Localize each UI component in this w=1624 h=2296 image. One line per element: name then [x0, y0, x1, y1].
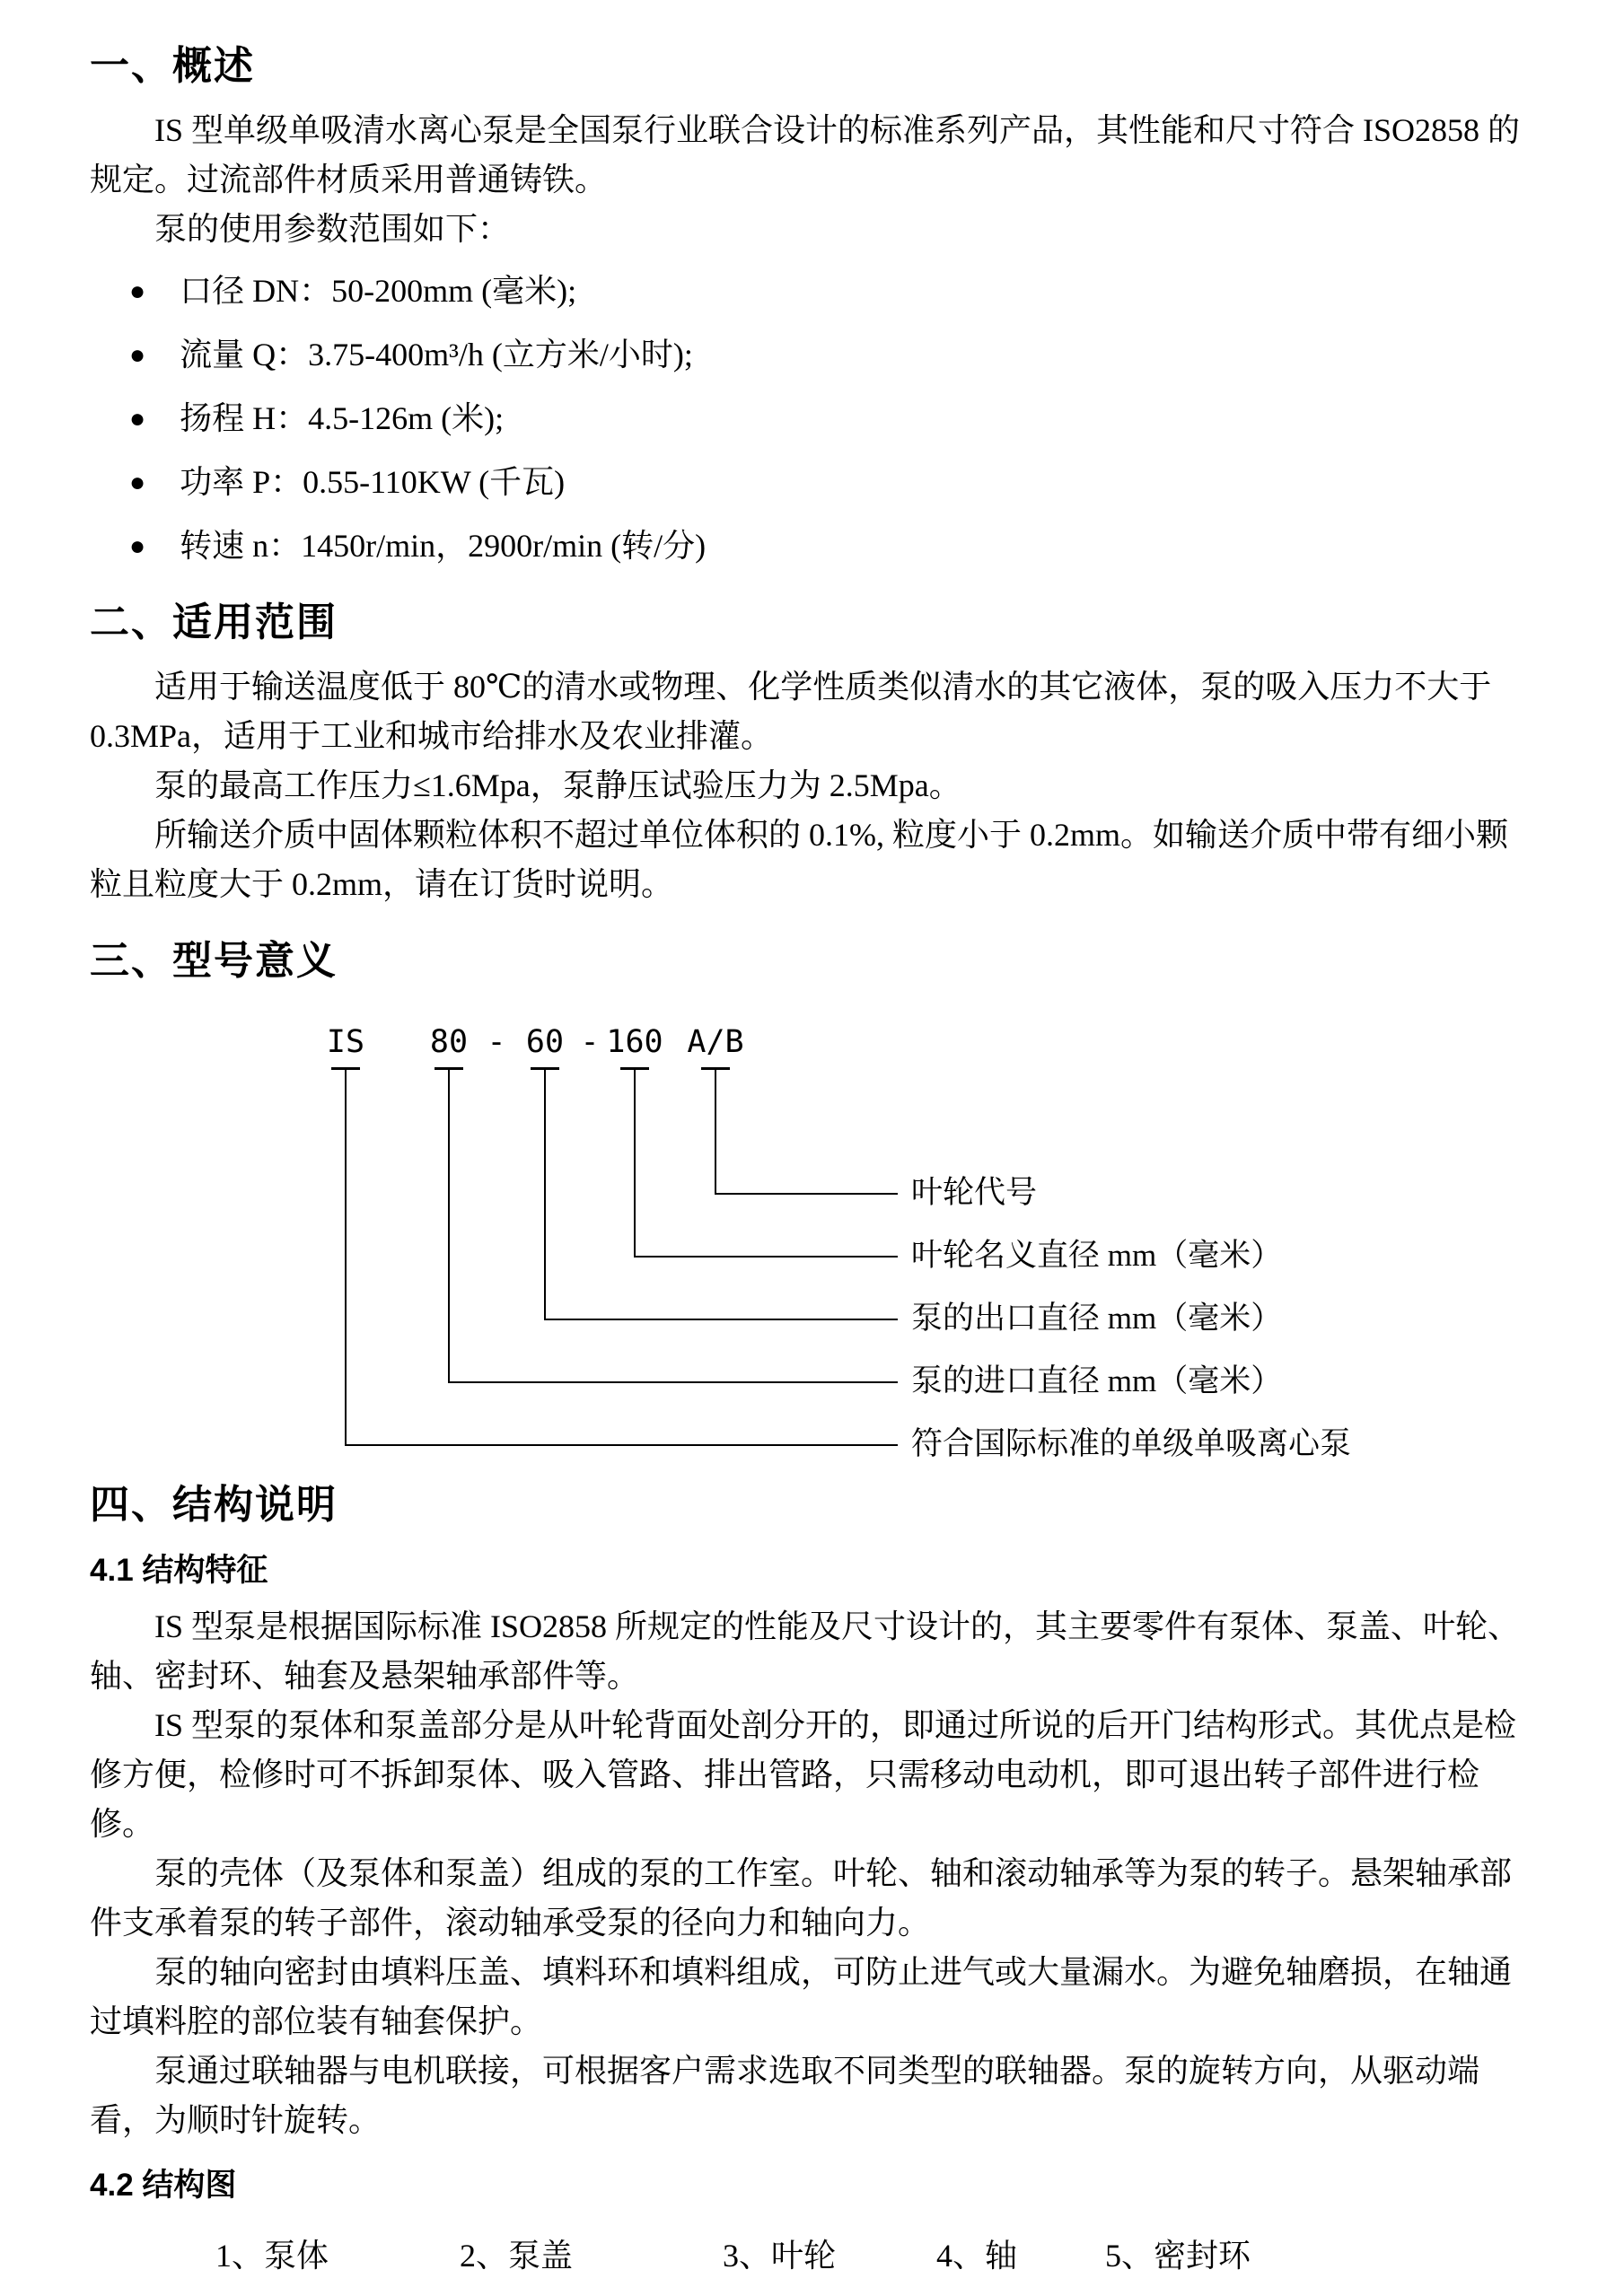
bullet-icon: ●	[129, 404, 146, 434]
section-1-heading: 一、概述	[90, 44, 255, 88]
leader-line-vertical	[544, 1069, 546, 1320]
subsection-4-2-heading: 4.2 结构图	[90, 2168, 237, 2203]
leader-line-horizontal	[448, 1381, 898, 1383]
overview-paragraph-2: 泵的使用参数范围如下：	[154, 211, 511, 247]
overview-paragraph-1: IS 型单级单吸清水离心泵是全国泵行业联合设计的标准系列产品，其性能和尺寸符合 ISO2858 的规定。过流部件材质采用普通铸铁。	[90, 112, 1521, 197]
leader-line-horizontal	[544, 1319, 898, 1320]
param-head: 扬程 H：4.5-126m (米);	[180, 400, 505, 436]
model-code-impeller-diameter: 160	[606, 1024, 663, 1060]
leader-line-horizontal	[634, 1256, 898, 1258]
label-impeller-code: 叶轮代号	[911, 1175, 1038, 1210]
label-international-standard-pump: 符合国际标准的单级单吸离心泵	[911, 1426, 1352, 1461]
model-code-impeller-variant: A/B	[687, 1024, 744, 1060]
model-code-prefix: IS	[326, 1024, 365, 1060]
structure-paragraph-4: 泵的轴向密封由填料压盖、填料环和填料组成，可防止进气或大量漏水。为避免轴磨损，在轴通过填料腔的部位装有轴套保护。	[90, 1954, 1513, 2039]
model-code-dash: -	[487, 1024, 506, 1060]
list-item	[129, 394, 1534, 443]
part-pump-body: 1、泵体	[215, 2238, 329, 2274]
model-code-inlet: 80	[429, 1024, 469, 1060]
leader-line-vertical	[448, 1069, 450, 1383]
param-diameter: 口径 DN：50-200mm (毫米);	[180, 273, 577, 309]
subsection-4-1-heading: 4.1 结构特征	[90, 1553, 268, 1588]
label-pump-outlet-diameter: 泵的出口直径 mm（毫米）	[911, 1301, 1283, 1336]
list-item	[129, 521, 1534, 571]
leader-line-horizontal	[345, 1444, 898, 1446]
structure-paragraph-2: IS 型泵的泵体和泵盖部分是从叶轮背面处剖分开的，即通过所说的后开门结构形式。其优点是检修方便，检修时可不拆卸泵体、吸入管路、排出管路，只需移动电动机，即可退出转子部件进行检修。	[90, 1707, 1517, 1842]
param-speed: 转速 n：1450r/min，2900r/min (转/分)	[180, 528, 707, 564]
scope-paragraph-3: 所输送介质中固体颗粒体积不超过单位体积的 0.1%, 粒度小于 0.2mm。如输送介质中带有细小颗粒且粒度大于 0.2mm，请在订货时说明。	[90, 817, 1508, 902]
part-pump-cover: 2、泵盖	[460, 2238, 574, 2274]
model-meaning-diagram	[90, 1024, 1534, 1473]
structure-paragraph-1: IS 型泵是根据国际标准 ISO2858 所规定的性能及尺寸设计的，其主要零件有泵体、泵盖、叶轮、轴、密封环、轴套及悬架轴承部件等。	[90, 1608, 1521, 1694]
param-flow: 流量 Q：3.75-400m³/h (立方米/小时);	[180, 337, 693, 372]
leader-line-vertical	[345, 1069, 347, 1446]
leader-line-horizontal	[715, 1193, 898, 1195]
bullet-icon: ●	[129, 340, 146, 370]
leader-line-vertical	[634, 1069, 636, 1258]
label-impeller-nominal-diameter: 叶轮名义直径 mm（毫米）	[911, 1238, 1283, 1273]
bullet-icon: ●	[129, 531, 146, 561]
label-pump-inlet-diameter: 泵的进口直径 mm（毫米）	[911, 1363, 1283, 1398]
structure-paragraph-5: 泵通过联轴器与电机联接，可根据客户需求选取不同类型的联轴器。泵的旋转方向，从驱动端看，为顺时针旋转。	[90, 2053, 1480, 2138]
parameter-list	[90, 267, 1534, 571]
part-seal-ring: 5、密封环	[1105, 2238, 1251, 2274]
parts-legend-row	[90, 2231, 1534, 2285]
bullet-icon: ●	[129, 468, 146, 497]
bullet-icon: ●	[129, 276, 146, 306]
scope-paragraph-1: 适用于输送温度低于 80℃的清水或物理、化学性质类似清水的其它液体，泵的吸入压力不大于 0.3MPa，适用于工业和城市给排水及农业排灌。	[90, 669, 1492, 754]
model-code-dash: -	[580, 1024, 600, 1060]
section-2-heading: 二、适用范围	[90, 600, 338, 644]
model-code-outlet: 60	[525, 1024, 565, 1060]
section-4-heading: 四、结构说明	[90, 1483, 338, 1527]
part-impeller: 3、叶轮	[723, 2238, 837, 2274]
list-item	[129, 330, 1534, 380]
list-item	[129, 267, 1534, 316]
structure-paragraph-3: 泵的壳体（及泵体和泵盖）组成的泵的工作室。叶轮、轴和滚动轴承等为泵的转子。悬架轴承部件支承着泵的转子部件，滚动轴承受泵的径向力和轴向力。	[90, 1855, 1513, 1941]
param-power: 功率 P：0.55-110KW (千瓦)	[180, 464, 566, 500]
part-shaft: 4、轴	[936, 2238, 1018, 2274]
section-3-heading: 三、型号意义	[90, 939, 338, 983]
leader-line-vertical	[715, 1069, 716, 1195]
scope-paragraph-2: 泵的最高工作压力≤1.6Mpa，泵静压试验压力为 2.5Mpa。	[154, 767, 961, 803]
list-item	[129, 458, 1534, 507]
